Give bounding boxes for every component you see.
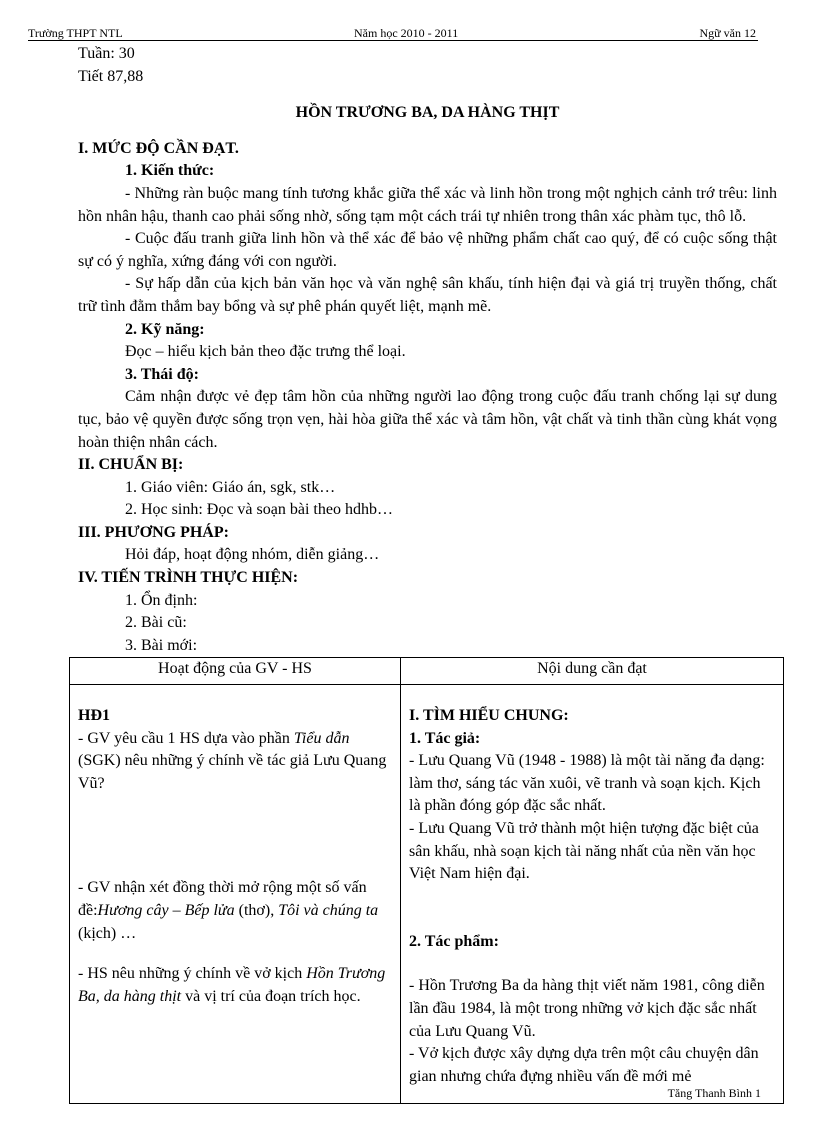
- knowledge-item: - Sự hấp dẫn của kịch bản văn học và văn nghệ sân khấu, tính hiện đại và giá trị truyền thống, chất trữ tình đằm thắm bay bổng và sự phê phán quyết liệt, mạnh mẽ.: [78, 275, 777, 315]
- author-item: - Lưu Quang Vũ trở thành một hiện tượng đặc biệt của sân khấu, nhà soạn kịch tài năng nhất của nền văn học Việt Nam hiện đại.: [409, 819, 759, 883]
- section2-heading: II. CHUẨN BỊ:: [78, 456, 184, 474]
- page-footer: Tăng Thanh Bình 1: [667, 1086, 761, 1100]
- page-title: HỒN TRƯƠNG BA, DA HÀNG THỊT: [295, 104, 560, 122]
- skills-heading: 2. Kỹ năng:: [125, 320, 205, 338]
- activity-label: HĐ1: [78, 707, 110, 724]
- col-header-activities: Hoạt động của GV - HS: [70, 658, 401, 685]
- content-cell: [401, 685, 784, 1104]
- header-year: Năm học 2010 - 2011: [354, 26, 459, 40]
- author-item: - Lưu Quang Vũ (1948 - 1988) là một tài năng đa dạng: làm thơ, sáng tác văn xuôi, vẽ tranh và soạn kịch. Kịch là phần đóng góp đặc sắc nhất.: [409, 752, 765, 815]
- attitude-heading: 3. Thái độ:: [125, 365, 199, 383]
- process-item: 3. Bài mới:: [125, 636, 198, 654]
- activity-item: - HS nêu những ý chính về vở kịch Hồn Trương Ba, da hàng thịt và vị trí của đoạn trích học.: [78, 965, 386, 1005]
- activity-item: - GV nhận xét đồng thời mở rộng một số vấn đề:Hương cây – Bếp lửa (thơ), Tôi và chúng ta (kịch) …: [78, 879, 379, 942]
- knowledge-heading: 1. Kiến thức:: [125, 162, 215, 180]
- work-item: - Hồn Trương Ba da hàng thịt viết năm 1981, công diễn lần đầu 1984, là một trong những vở kịch đặc sắc nhất của Lưu Quang Vũ.: [409, 977, 765, 1040]
- author-heading: 1. Tác giả:: [409, 729, 481, 747]
- header-subject: Ngữ văn 12: [699, 26, 756, 40]
- header-school: Trường THPT NTL: [28, 26, 123, 40]
- work-item: - Vở kịch được xây dựng dựa trên một câu chuyện dân gian nhưng chứa đựng nhiều vấn đề mới mẻ: [409, 1045, 759, 1085]
- method-text: Hỏi đáp, hoạt động nhóm, diễn giảng…: [125, 546, 380, 564]
- process-item: 2. Bài cũ:: [125, 614, 187, 632]
- activity-item: - GV yêu cầu 1 HS dựa vào phần Tiểu dẫn (SGK) nêu những ý chính về tác giả Lưu Quang Vũ?: [78, 729, 387, 792]
- process-item: 1. Ổn định:: [125, 591, 198, 609]
- knowledge-item: - Những ràn buộc mang tính tương khắc giữa thể xác và linh hồn trong một nghịch cảnh trớ trêu: linh hồn nhân hậu, thanh cao phải sống nhờ, sống tạm một cách trái tự nhiên trong thân xác phàm tục, thô lỗ.: [78, 184, 777, 225]
- activities-cell: [70, 685, 401, 1104]
- section3-heading: III. PHƯƠNG PHÁP:: [78, 523, 229, 541]
- week-label: Tuần: 30: [78, 45, 135, 62]
- content-heading: I. TÌM HIỂU CHUNG:: [409, 707, 569, 724]
- lesson-table: [69, 657, 784, 1104]
- section1-heading: I. MỨC ĐỘ CẦN ĐẠT.: [78, 139, 239, 157]
- col-header-content: Nội dung cần đạt: [401, 658, 784, 685]
- section4-heading: IV. TIẾN TRÌNH THỰC HIỆN:: [78, 569, 299, 587]
- work-heading: 2. Tác phẩm:: [409, 932, 499, 950]
- lesson-label: Tiết 87,88: [78, 67, 144, 85]
- prep-item: 1. Giáo viên: Giáo án, sgk, stk…: [125, 478, 336, 496]
- attitude-text: Cảm nhận được vẻ đẹp tâm hồn của những người lao động trong cuộc đấu tranh chống lại sự dung tục, bảo vệ quyền được sống trọn vẹn, hài hòa giữa thể xác và tâm hồn, vật chất và tinh thần cùng khát vọng hoàn thiện nhân cách.: [78, 388, 777, 451]
- skills-text: Đọc – hiểu kịch bản theo đặc trưng thể loại.: [125, 343, 406, 361]
- knowledge-item: - Cuộc đấu tranh giữa linh hồn và thể xác để bảo vệ những phẩm chất cao quý, để có cuộc sống thật sự có ý nghĩa, xứng đáng với con người.: [78, 230, 777, 270]
- page-header: [28, 26, 758, 41]
- prep-item: 2. Học sinh: Đọc và soạn bài theo hdhb…: [125, 501, 393, 519]
- document-body: [78, 43, 777, 657]
